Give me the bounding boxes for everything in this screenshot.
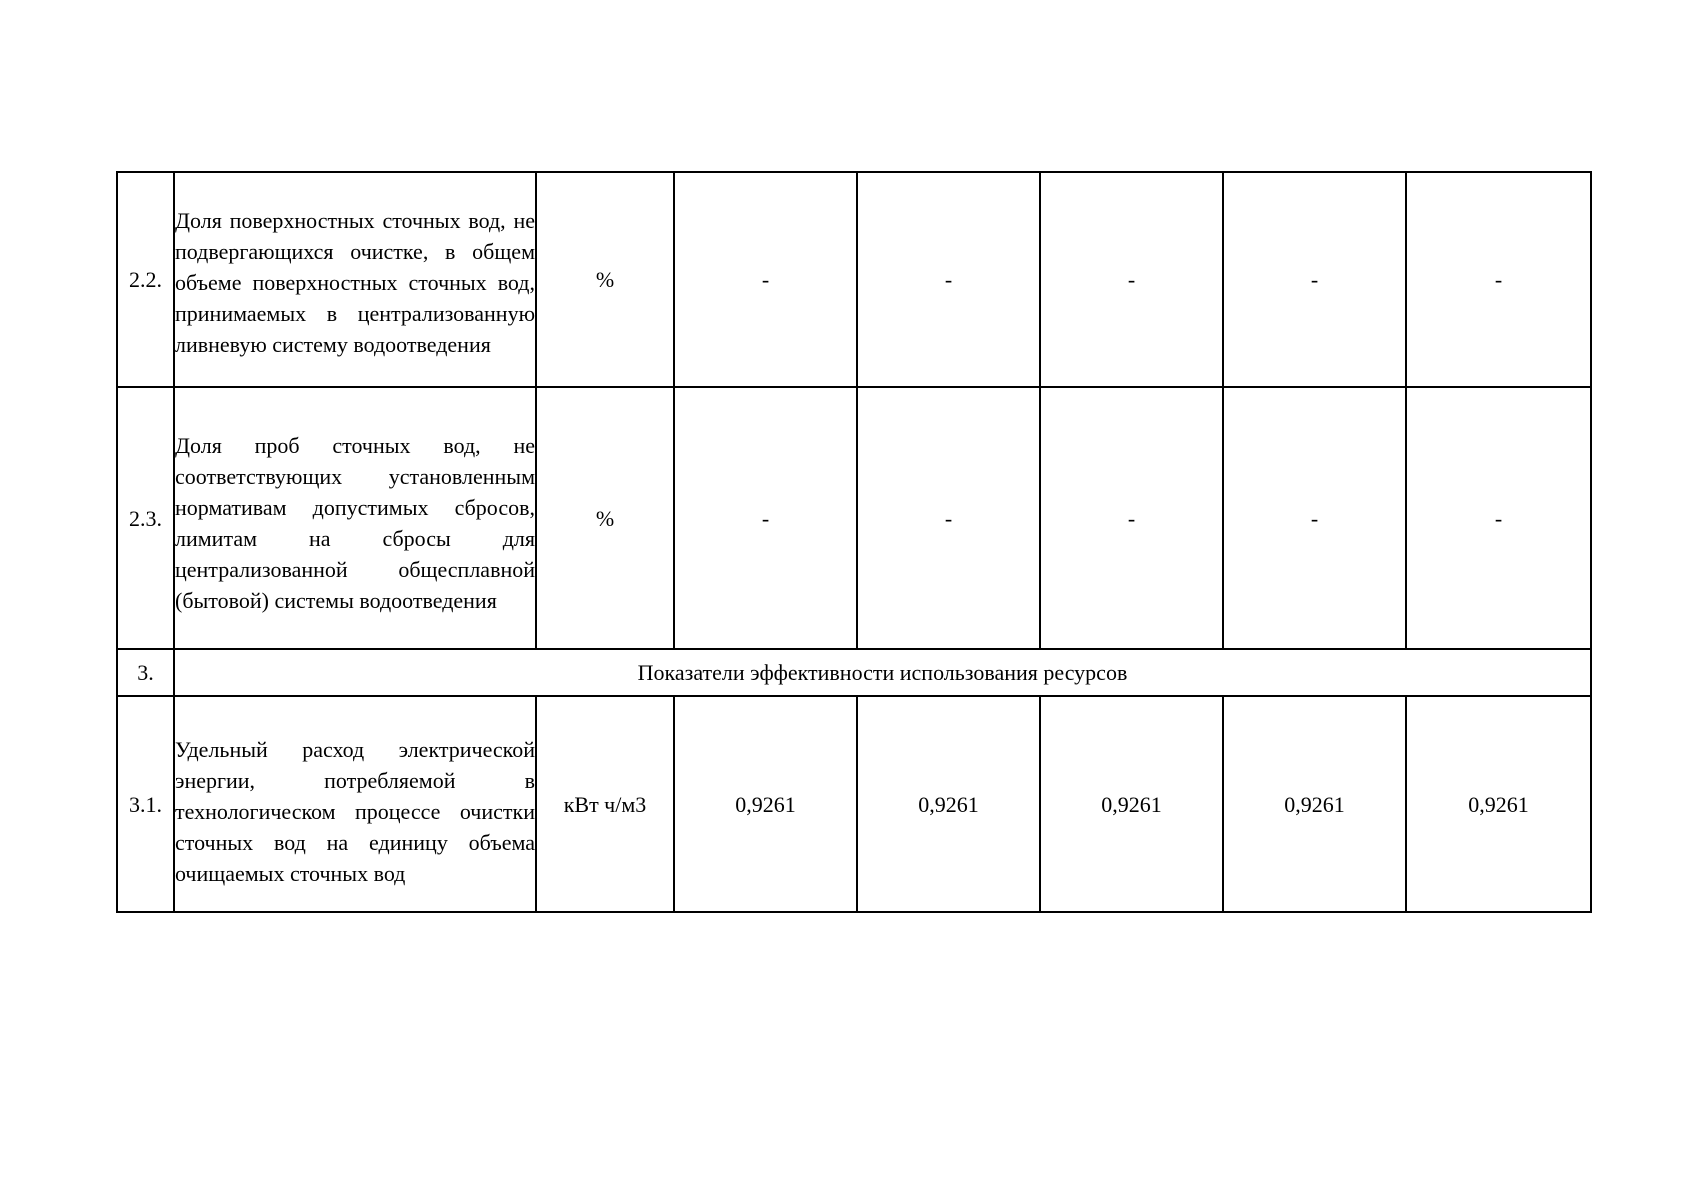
value-cell: -	[1406, 387, 1591, 649]
value-cell: -	[674, 387, 857, 649]
section-number: 3.	[117, 649, 174, 696]
value-cell: -	[674, 172, 857, 387]
indicator-description	[174, 172, 536, 387]
value-cell: -	[1223, 172, 1406, 387]
value-cell: -	[857, 387, 1040, 649]
section-title: Показатели эффективности использования ресурсов	[174, 649, 1591, 696]
value-cell: -	[1406, 172, 1591, 387]
table-row	[117, 172, 1591, 387]
value-cell: -	[1040, 387, 1223, 649]
indicator-description-text: Доля проб сточных вод, не соответствующих установленным нормативам допустимых сбросов, лимитам на сбросы для централизованной общесплавной (бытовой) системы водоотведения	[175, 433, 535, 613]
unit-cell: %	[536, 387, 674, 649]
indicator-description-text: Доля поверхностных сточных вод, не подвергающихся очистке, в общем объеме поверхностных сточных вод, принимаемых в централизованную ливневую систему водоотведения	[175, 208, 535, 357]
value-cell: 0,9261	[674, 696, 857, 912]
section-header-row	[117, 649, 1591, 696]
indicators-table	[116, 171, 1592, 913]
value-cell: -	[1040, 172, 1223, 387]
row-number: 2.2.	[117, 172, 174, 387]
value-cell: 0,9261	[1040, 696, 1223, 912]
unit-cell: кВт ч/м3	[536, 696, 674, 912]
table-row	[117, 387, 1591, 649]
row-number: 2.3.	[117, 387, 174, 649]
value-cell: 0,9261	[1223, 696, 1406, 912]
row-number: 3.1.	[117, 696, 174, 912]
indicator-description	[174, 696, 536, 912]
indicator-description-text: Удельный расход электрической энергии, потребляемой в технологическом процессе очистки сточных вод на единицу объема очищаемых сточных вод	[175, 736, 535, 886]
table-row	[117, 696, 1591, 912]
value-cell: 0,9261	[1406, 696, 1591, 912]
value-cell: -	[857, 172, 1040, 387]
value-cell: -	[1223, 387, 1406, 649]
unit-cell: %	[536, 172, 674, 387]
value-cell: 0,9261	[857, 696, 1040, 912]
indicator-description	[174, 387, 536, 649]
